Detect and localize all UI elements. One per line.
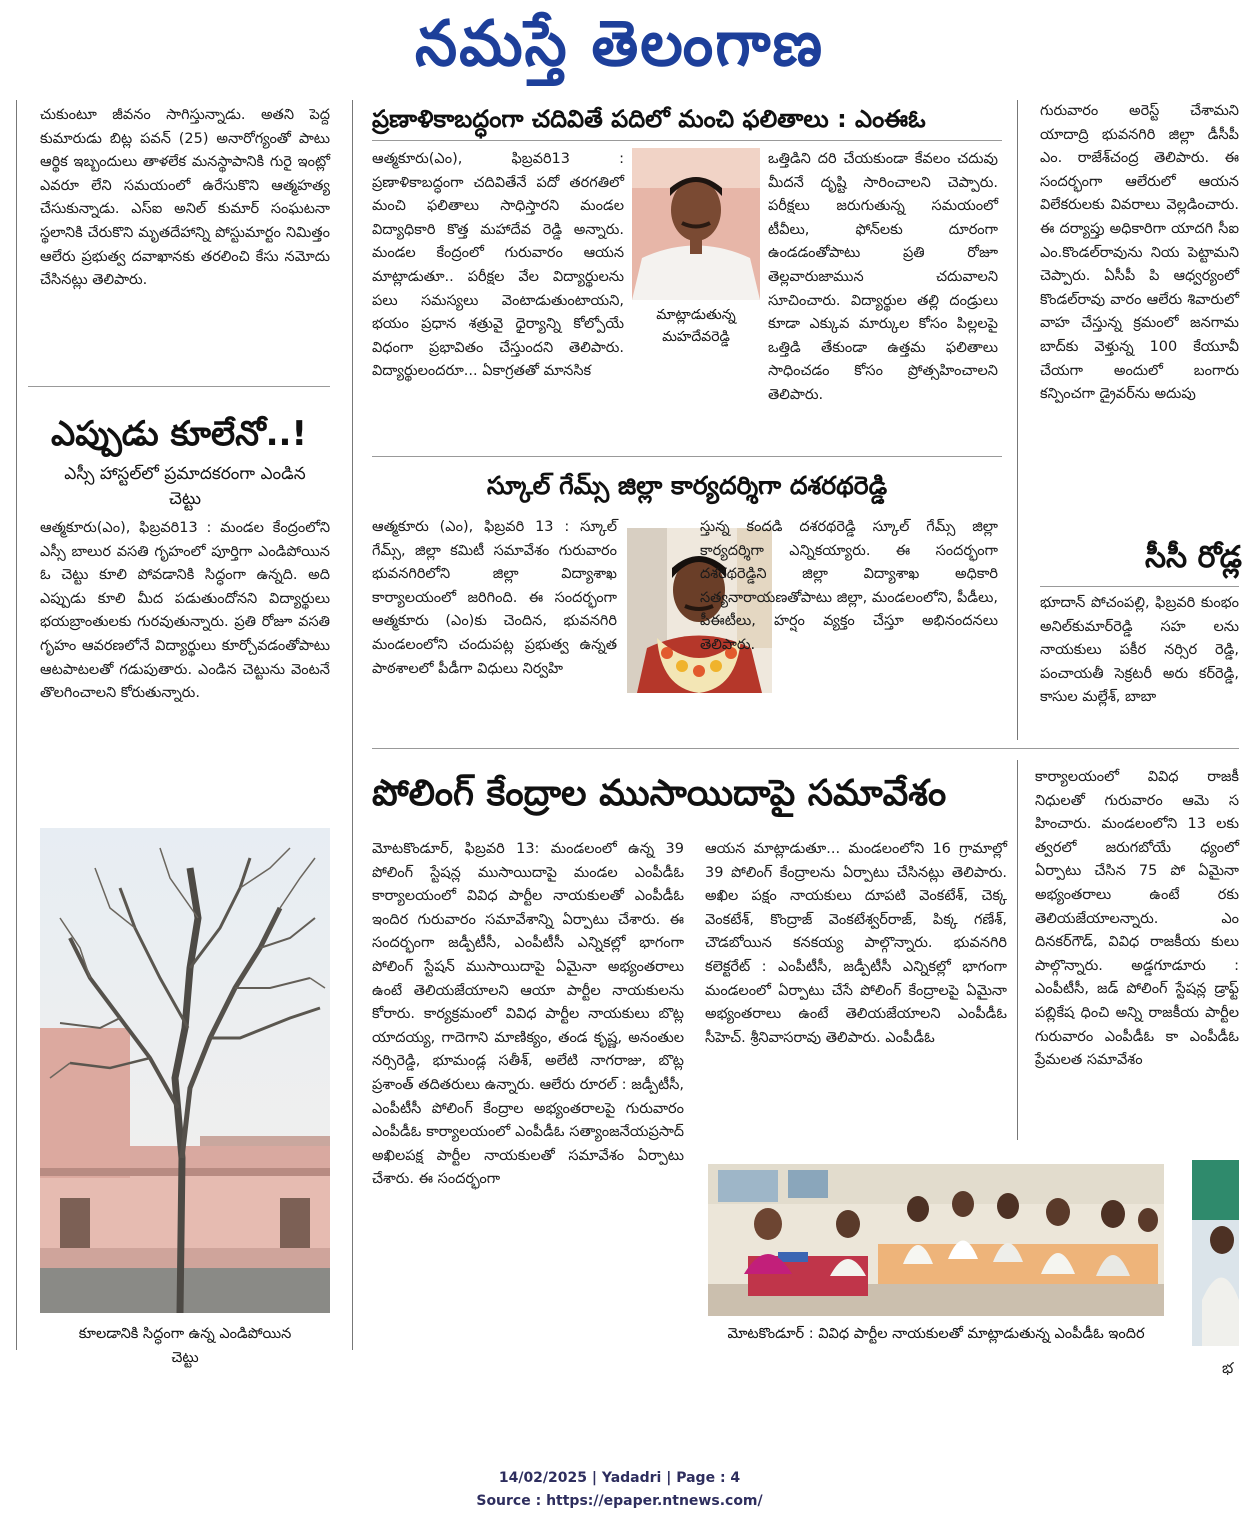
meo-text-bottom — [372, 312, 998, 452]
meeting-image — [708, 1164, 1164, 1316]
school-games-text-b: స్తున్న కందడి దశరథరెడ్డి స్కూల్ గేమ్స్ జిల్లా కార్యదర్శిగా ఎన్నికయ్యారు. ఈ సందర్భంగా దశరథరెడ్డిని జిల్లా విద్యాశాఖ అధికారి సత్యనారాయణతోపాటు జిల్లా, మండలంలోని, పీడీలు, పీఈటీలు, హర్షం వ్యక్తం చేస్తూ అభినందనలు తెలిపారు. — [700, 519, 998, 653]
mahadeva-reddy-photo — [632, 148, 760, 300]
meeting-photo — [708, 1164, 1164, 1316]
right-caption-fragment: భ — [1222, 1359, 1234, 1377]
right-top-rule — [1040, 586, 1239, 587]
col1-divider — [28, 386, 330, 387]
meo-text-a-top: ఆత్మకూరు(ఎం), ఫిబ్రవరి13 : ప్రణాళికాబద్ధంగా చదివితేనే పదో తరగతిలో మంచి ఫలితాలు సాధిస్తారని మండల విద్యాధికారి కొత్త మహాదేవ రెడ్డి అన్నారు. మండల కేంద్రంలో గురువారం ఆయన మాట్లాడుతూ.. పరీక్షల వేల విద్యార్థులను పలు సమస్యలు వెంటాడుతుంటాయని, భయం ప్రధాన శత్రువై ధైర్యాన్ని కోల్పోయే విధంగా ప్రభావితం చేస్తుందని తెలిపారు. విద్యార్థులందరూ... ఏకాగ్రతతో మానసిక — [372, 151, 624, 380]
footer-source: Source : https://epaper.ntnews.com/ — [476, 1493, 763, 1509]
meo-bottom-rule — [372, 456, 1002, 457]
school-games-headline: స్కూల్ గేమ్స్ జిల్లా కార్యదర్శిగా దశరథరెడ్డి — [486, 471, 888, 500]
column-divider-1 — [352, 100, 353, 1350]
dried-tree-caption: కూలడానికి సిద్ధంగా ఉన్న ఎండిపోయిన చెట్టు — [78, 1326, 292, 1366]
right-cropped-photo — [1192, 1160, 1239, 1346]
right-cropped-image — [1192, 1160, 1239, 1346]
masthead — [0, 0, 1239, 92]
school-games-text-a: ఆత్మకూరు (ఎం), ఫిబ్రవరి 13 : స్కూల్ గేమ్స్, జిల్లా కమిటీ సమావేశం గురువారం భువనగిరిలోని జిల్లా విద్యాశాఖ కార్యాలయంలో జరిగింది. ఈ సందర్భంగా ఆత్మకూరు (ఎం)కు చెందిన, భువనగిరి మండలంలోని చందుపట్ల ప్రభుత్వ ఉన్నత పాఠశాలలో పీడీగా విధులు నిర్వహి — [372, 519, 617, 677]
col1-headline: ఎప్పుడు కూలేనో..! — [51, 414, 307, 454]
mahadeva-reddy-image — [632, 148, 760, 300]
meeting-photo-caption: మోటకొండూర్ : వివిధ పార్టీల నాయకులతో మాట్లాడుతున్న ఎంపీడీఓ ఇందిర — [727, 1326, 1145, 1342]
right-top-headline: సీసీ రోడ్ల — [1145, 540, 1242, 575]
polling-text-a: మోటకొండూర్, ఫిబ్రవరి 13: మండలంలో ఉన్న 39 పోలింగ్ స్టేషన్ల ముసాయిదాపై మండల ఎంపీడీఓ కార్యాలయంలో వివిధ పార్టీల నాయకులతో ఎంపీడీఓ ఇందిర గురువారం సమావేశాన్ని ఏర్పాటు చేశారు. ఈ సందర్భంగా జడ్పీటీసీ, ఎంపీటీసీ ఎన్నికల్లో భాగంగా పోలింగ్ స్టేషన్ ముసాయిదాపై ఏమైనా అభ్యంతరాలు ఉంటే తెలియజేయాలని ఆయా పార్టీల నాయకులను కోరారు. కార్యక్రమంలో వివిధ పార్టీల నాయకులు బొట్ల యాదయ్య, గాదెగాని మాణిక్యం, తండ కృష్ణ, అనంతుల నర్సిరెడ్డి, భూమండ్ల సతీశ్, అలేటి నాగరాజు, బొట్ల ప్రశాంత్ తదితరులు ఉన్నారు. ఆలేరు రూరల్ : జడ్పీటీసీ, ఎంపీటీసీ పోలింగ్ కేంద్రాల అభ్యంతరాలపై గురువారం ఎంపీడీఓ కార్యాలయంలో ఎంపీడీఓ సత్యాంజనేయప్రసాద్ అఖిలపక్ష పార్టీల నాయకులతో సమావేశం ఏర్పాటు చేశారు. ఈ సందర్భంగా — [372, 841, 684, 1188]
col1-intro-text: చుకుంటూ జీవనం సాగిస్తున్నాడు. అతని పెద్ద కుమారుడు బిట్ల పవన్ (25) అనారోగ్యంతో పాటు ఆర్థిక ఇబ్బందులు తాళలేక మనస్థాపానికి గురై ఇంట్లో ఎవరూ లేని సమయంలో ఉరేసుకొని ఆత్మహత్య చేసుకున్నాడు. ఎస్ఐ అనిల్ కుమార్ సంఘటనా స్థలానికి చేరుకొని మృతదేహాన్ని పోస్టుమార్టం నిమిత్తం ఆలేరు ప్రభుత్వ దవాఖానకు తరలించి కేసు నమోదు చేసినట్లు తెలిపారు. — [40, 107, 330, 289]
dried-tree-photo — [40, 828, 330, 1313]
column-divider-2 — [1017, 100, 1018, 740]
polling-text-c: కార్యాలయంలో వివిధ రాజకీ నిధులతో గురువారం ఆమె స హించారు. మండలంలోని 13 లకు త్వరలో జరుగబోయే ధ్యంలో ఏర్పాటు చేసిన 75 పో ఏమైనా అభ్యంతరాలు ఉంటే రకు తెలియజేయాలన్నారు. ఎం దినకర్‌గౌడ్, వివిధ రాజకీయ కులు పాల్గొన్నారు. అడ్డగూడూరు : ఎంపీటీసీ, జడ్ పోలింగ్ స్టేషన్ల డ్రాఫ్ట్ పబ్లికేష ధించి అన్ని రాజకీయ పార్టీల గురువారం ఎంపీడీఓ కా ఎంపీడీఓ ప్రేమలత సమావేశం — [1035, 769, 1239, 1069]
left-margin-rule — [16, 100, 17, 1350]
masthead-title: నమస్తే తెలంగాణ — [414, 7, 825, 81]
polling-headline: పోలింగ్ కేంద్రాల ముసాయిదాపై సమావేశం — [372, 773, 947, 814]
right-top-text-2: భూదాన్ పోచంపల్లి, ఫిబ్రవరి కుంభం అనిల్‌కుమార్‌రెడ్డి సహ లను నాయకులు పకీర నర్సిర రెడ్డి, పంచాయతీ సెక్రటరీ అరు కర్‌రెడ్డి, కాసుల మల్లేశ్, బాబా — [1040, 595, 1239, 706]
col1-body: ఆత్మకూరు(ఎం), ఫిబ్రవరి13 : మండల కేంద్రంలోని ఎస్సీ బాలుర వసతి గృహంలో పూర్తిగా ఎండిపోయిన ఓ చెట్టు కూలి పోవడానికి సిద్ధంగా ఉన్నది. అది ఎప్పుడు కూలి మీద పడుతుందోనని విద్యార్థులు భయబ్రాంతులకు గురవుతున్నారు. ప్రతి రోజూ వసతి గృహం ఆవరణలోనే విద్యార్థులు కూర్చోవడంతోపాటు ఆటపాటలతో గడుపుతారు. ఎండిన చెట్టును వెంటనే తొలగించాలని కోరుతున్నారు. — [40, 520, 330, 702]
footer-date-page: 14/02/2025 | Yadadri | Page : 4 — [498, 1470, 741, 1486]
meo-text-b-top: ఒత్తిడిని దరి చేయకుండా కేవలం చదువు మీదనే దృష్టి సారించాలని చెప్పారు. పరీక్షలు జరుగుతున్న సమయంలో టీవీలు, ఫోన్‌లకు దూరంగా ఉండడంతోపాటు ప్రతి రోజూ తెల్లవారుజామున చదువాలని సూచించారు. విద్యార్థుల తల్లి దండ్రులు కూడా ఎక్కువ మార్కుల కోసం పిల్లలపై ఒత్తిడి తేకుండా ఉత్తమ ఫలితాలు సాధించడం కోసం ప్రోత్సహించాలని తెలిపారు. — [768, 151, 998, 403]
mahadeva-reddy-caption: మాట్లాడుతున్న మహదేవరెడ్డి — [656, 307, 736, 345]
polling-text-b: ఆయన మాట్లాడుతూ... మండలంలోని 16 గ్రామాల్లో 39 పోలింగ్ కేంద్రాలను ఏర్పాటు చేసినట్లు తెలిపారు. అఖిల పక్షం నాయకులు దూపటి వెంకటేశ్, చెక్క వెంకటేశ్, కొంద్రాజ్ వెంకటేశ్వర్‌రాజ్, పిక్క గణేశ్, చౌడబోయిన కనకయ్య పాల్గొన్నారు. భువనగిరి కలెక్టరేట్ : ఎంపీటీసీ, జడ్పీటీసీ ఎన్నికల్లో భాగంగా మండలంలో ఏర్పాటు చేసే పోలింగ్ కేంద్రాలపై ఏమైనా అభ్యంతరాలు ఉంటే తెలియజేయాలని ఎంపీడీఓ సీహెచ్. శ్రీనివాసరావు తెలిపారు. ఎంపీడీఓ — [705, 841, 1007, 1046]
col1-subhead: ఎస్సీ హాస్టల్‌లో ప్రమాదకరంగా ఎండిన చెట్టు — [64, 464, 306, 509]
dried-tree-image — [40, 828, 330, 1313]
right-top-text: గురువారం అరెస్ట్ చేశామని యాదాద్రి భువనగిరి జిల్లా డీసీపీ ఎం. రాజేశ్‌చంద్ర తెలిపారు. ఈ సందర్భంగా ఆలేరులో ఆయన విలేకరులకు వివరాలు వెల్లడించారు. ఈ దర్యాప్తు అధికారిగా యాదగి సీఐ ఎం.కొండల్‌రావును నియ పెట్టామని చెప్పారు. ఏసీపీ పి ఆధ్వర్యంలో కొండల్‌రావు వారం ఆలేరు శివారులో వాహ చేస్తున్న క్రమంలో జనగామ బాద్‌కు వెళ్తున్న 100 కేయూవీ చేయగా అందులో బంగారు కన్పించగా డ్రైవర్‌ను అదుపు — [1040, 103, 1239, 403]
polling-top-rule — [372, 748, 1239, 749]
meo-headline-rule — [372, 140, 1002, 141]
meo-headline: ప్రణాళికాబద్ధంగా చదివితే పదిలో మంచి ఫలితాలు : ఎంఈఓ — [372, 105, 926, 133]
column-divider-3 — [1017, 760, 1018, 1140]
